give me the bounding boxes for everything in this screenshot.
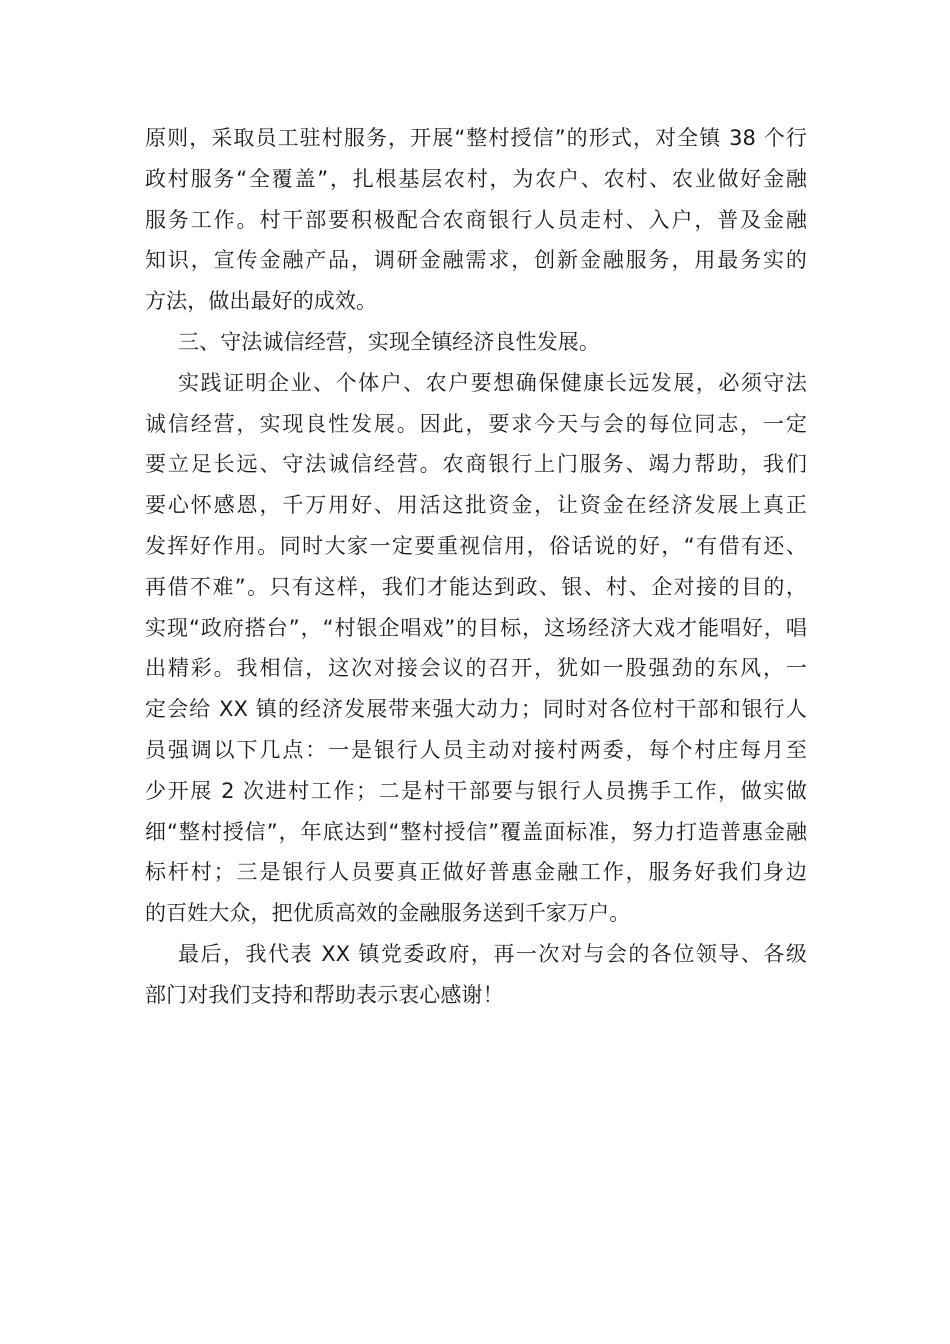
paragraph-line: 出精彩。我相信，这次对接会议的召开，犹如一股强劲的东风，一 xyxy=(145,656,807,681)
paragraph-line: 实践证明企业、个体户、农户要想确保健康长远发展，必须守法 xyxy=(178,370,807,395)
paragraph-line: 最后，我代表 XX 镇党委政府，再一次对与会的各位领导、各级 xyxy=(178,941,807,966)
paragraph-line: 诚信经营，实现良性发展。因此，要求今天与会的每位同志，一定 xyxy=(145,411,807,436)
paragraph-line: 定会给 XX 镇的经济发展带来强大动力；同时对各位村干部和银行人 xyxy=(145,697,807,722)
paragraph-line: 部门对我们支持和帮助表示衷心感谢！ xyxy=(145,982,504,1007)
document-body xyxy=(145,118,807,1016)
paragraph-line: 细“整村授信”，年底达到“整村授信”覆盖面标准，努力打造普惠金融 xyxy=(145,819,807,844)
paragraph-line: 实现“政府搭台”，“村银企唱戏”的目标，这场经济大戏才能唱好，唱 xyxy=(145,615,807,640)
paragraph-line: 服务工作。村干部要积极配合农商银行人员走村、入户，普及金融 xyxy=(145,207,807,232)
paragraph-line: 发挥好作用。同时大家一定要重视信用，俗话说的好，“有借有还、 xyxy=(145,533,807,558)
paragraph-line: 的百姓大众，把优质高效的金融服务送到千家万户。 xyxy=(145,901,631,926)
paragraph-line: 标杆村；三是银行人员要真正做好普惠金融工作，服务好我们身边 xyxy=(145,860,807,885)
paragraph-line: 政村服务“全覆盖”，扎根基层农村，为农户、农村、农业做好金融 xyxy=(145,166,807,191)
paragraph-line: 要立足长远、守法诚信经营。农商银行上门服务、竭力帮助，我们 xyxy=(145,452,807,477)
paragraph-line: 少开展 2 次进村工作；二是村干部要与银行人员携手工作，做实做 xyxy=(145,778,807,803)
paragraph-line: 再借不难”。只有这样，我们才能达到政、银、村、企对接的目的， xyxy=(145,574,807,599)
paragraph-line: 员强调以下几点：一是银行人员主动对接村两委，每个村庄每月至 xyxy=(145,737,807,762)
section-heading: 三、守法诚信经营，实现全镇经济良性发展。 xyxy=(178,329,600,354)
paragraph-line: 原则，采取员工驻村服务，开展“整村授信”的形式，对全镇 38 个行 xyxy=(145,126,807,150)
paragraph-line: 要心怀感恩，千万用好、用活这批资金，让资金在经济发展上真正 xyxy=(145,493,807,518)
paragraph-line: 知识，宣传金融产品，调研金融需求，创新金融服务，用最务实的 xyxy=(145,248,807,273)
paragraph-line: 方法，做出最好的成效。 xyxy=(145,289,378,314)
